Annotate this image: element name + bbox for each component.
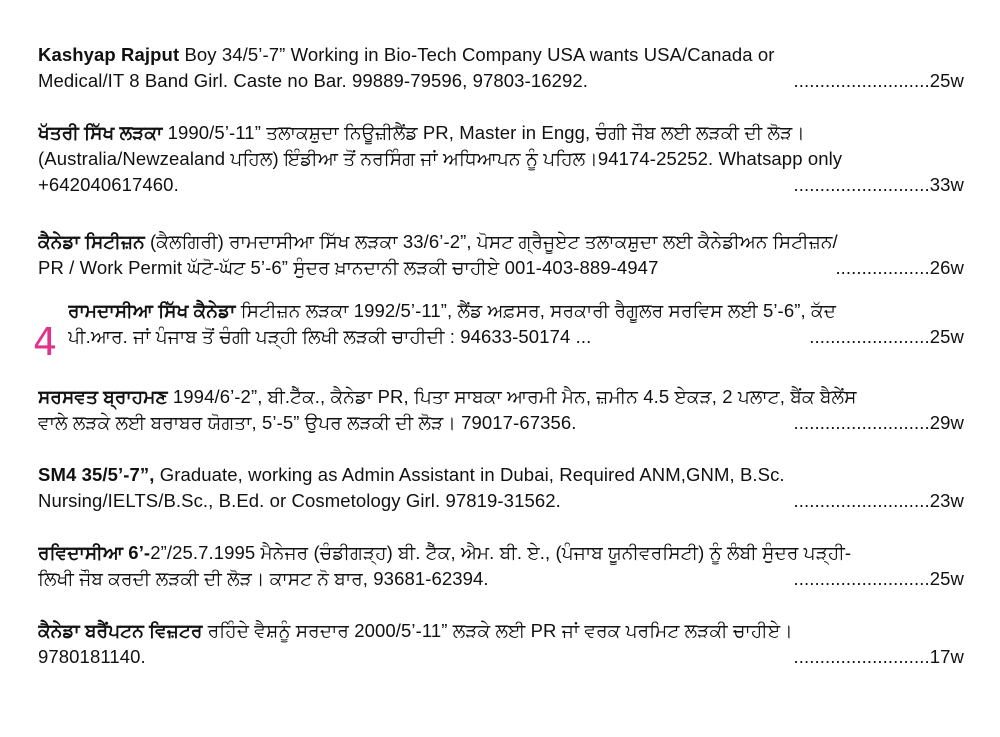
ad-text: Medical/IT 8 Band Girl. Caste no Bar. 99889-79596, 97803-16292. xyxy=(38,70,589,91)
ad-text: 1990/5’-11” ਤਲਾਕਸ਼ੁਦਾ ਨਿਊਜ਼ੀਲੈਂਡ PR, Master in Engg, ਚੰਗੀ ਜੌਬ ਲਈ ਲੜਕੀ ਦੀ ਲੋੜ। xyxy=(162,122,805,143)
ad-price: ..........................23w xyxy=(793,490,964,511)
ad-text: (ਕੈਲਗਿਰੀ) ਰਾਮਦਾਸੀਆ ਸਿੱਖ ਲੜਕਾ 33/6’-2”, ਪੋਸਟ ਗ੍ਰੈਜੂਏਟ ਤਲਾਕਸ਼ੁਦਾ ਲਈ ਕੈਨੇਡੀਅਨ ਸਿਟੀਜ਼ਨ/ xyxy=(144,231,838,252)
ad-last-line xyxy=(38,68,964,94)
ad-text: Nursing/IELTS/B.Sc., B.Ed. or Cosmetology Girl. 97819-31562. xyxy=(38,490,561,511)
ad-price: ..........................33w xyxy=(793,174,964,195)
classified-ad-4 xyxy=(68,298,964,350)
ad-last-line xyxy=(38,488,964,514)
ad-line xyxy=(38,540,964,566)
ad-text: 2”/25.7.1995 ਮੈਨੇਜਰ (ਚੰਡੀਗੜ੍ਹ) ਬੀ. ਟੈੱਕ, ਐਮ. ਬੀ. ਏ., (ਪੰਜਾਬ ਯੂਨੀਵਰਸਿਟੀ) ਨੂੰ ਲੰਬੀ ਸੁੰਦਰ ਪੜ੍ਹੀ- xyxy=(150,542,852,563)
ad-text: Graduate, working as Admin Assistant in Dubai, Required ANM,GNM, B.Sc. xyxy=(154,464,785,485)
ad-text: Boy 34/5’-7” Working in Bio-Tech Company USA wants USA/Canada or xyxy=(179,44,775,65)
ad-line xyxy=(38,384,964,410)
ad-heading: ਕੈਨੇਡਾ ਬਰੈਂਪਟਨ ਵਿਜ਼ਟਰ xyxy=(38,620,203,641)
ad-text: (Australia/Newzealand ਪਹਿਲ) ਇੰਡੀਆ ਤੋਂ ਨਰਸਿੰਗ ਜਾਂ ਅਧਿਆਪਨ ਨੂੰ ਪਹਿਲ।94174-25252. Whatsapp only xyxy=(38,148,843,169)
ad-price: ..........................25w xyxy=(793,70,964,91)
ad-price: ..........................29w xyxy=(793,412,964,433)
ad-last-line xyxy=(38,410,964,436)
ad-heading: ਰਵਿਦਾਸੀਆ 6’- xyxy=(38,542,151,563)
ad-text: 1994/6’-2”, ਬੀ.ਟੈੱਕ., ਕੈਨੇਡਾ PR, ਪਿਤਾ ਸਾਬਕਾ ਆਰਮੀ ਮੈਨ, ਜ਼ਮੀਨ 4.5 ਏਕੜ, 2 ਪਲਾਟ, ਬੈਂਕ ਬੈਲੇਂਸ xyxy=(167,386,857,407)
ad-price: ..........................25w xyxy=(793,568,964,589)
ad-text: +642040617460. xyxy=(38,174,179,195)
ad-heading: ਰਾਮਦਾਸੀਆ ਸਿੱਖ ਕੈਨੇਡਾ xyxy=(68,300,236,321)
ad-price: ..........................17w xyxy=(793,646,964,667)
ad-last-line xyxy=(38,566,964,592)
ad-line xyxy=(38,229,964,255)
ad-heading: ਸਰਸਵਤ ਬ੍ਰਾਹਮਣ xyxy=(38,386,168,407)
ad-last-line xyxy=(38,644,964,670)
ad-text: ਪੀ.ਆਰ. ਜਾਂ ਪੰਜਾਬ ਤੋਂ ਚੰਗੀ ਪੜ੍ਹੀ ਲਿਖੀ ਲੜਕੀ ਚਾਹੀਦੀ : 94633-50174 ... xyxy=(68,326,592,347)
classified-ad-5 xyxy=(38,384,964,436)
ad-line xyxy=(38,120,964,146)
page-marker-number: 4 xyxy=(33,320,58,364)
ad-text: ਸਿਟੀਜ਼ਨ ਲੜਕਾ 1992/5’-11”, ਲੈਂਡ ਅਫ਼ਸਰ, ਸਰਕਾਰੀ ਰੈਗੂਲਰ ਸਰਵਿਸ ਲਈ 5’-6”, ਕੱਦ xyxy=(235,300,837,321)
classified-ad-8 xyxy=(38,618,964,670)
ad-line xyxy=(38,618,964,644)
ad-text: ਵਾਲੇ ਲੜਕੇ ਲਈ ਬਰਾਬਰ ਯੋਗਤਾ, 5’-5” ਉਪਰ ਲੜਕੀ ਦੀ ਲੋੜ। 79017-67356. xyxy=(38,412,577,433)
ad-price: ..................26w xyxy=(835,257,964,278)
classified-ad-1 xyxy=(38,42,964,94)
ad-last-line xyxy=(38,255,964,281)
classified-ad-7 xyxy=(38,540,964,592)
ad-last-line xyxy=(68,324,964,350)
ad-text: PR / Work Permit ਘੱਟੋ-ਘੱਟ 5’-6” ਸੁੰਦਰ ਖ਼ਾਨਦਾਨੀ ਲੜਕੀ ਚਾਹੀਏ 001-403-889-4947 xyxy=(38,257,659,278)
ad-last-line xyxy=(38,172,964,198)
ad-line xyxy=(38,42,964,68)
ad-heading: Kashyap Rajput xyxy=(38,44,180,65)
classified-ad-6 xyxy=(38,462,964,514)
ad-heading: SM4 35/5’-7”, xyxy=(38,464,155,485)
ad-text: 9780181140. xyxy=(38,646,146,667)
ad-line xyxy=(68,298,964,324)
ad-heading: ਖੱਤਰੀ ਸਿੱਖ ਲੜਕਾ xyxy=(38,122,163,143)
ad-text: ਲਿਖੀ ਜੌਬ ਕਰਦੀ ਲੜਕੀ ਦੀ ਲੋੜ। ਕਾਸਟ ਨੋ ਬਾਰ, 93681-62394. xyxy=(38,568,489,589)
ad-heading: ਕੈਨੇਡਾ ਸਿਟੀਜ਼ਨ xyxy=(38,231,145,252)
ad-text: ਰਹਿੰਦੇ ਵੈਸ਼ਨੂੰ ਸਰਦਾਰ 2000/5’-11” ਲੜਕੇ ਲਈ PR ਜਾਂ ਵਰਕ ਪਰਮਿਟ ਲੜਕੀ ਚਾਹੀਏ। xyxy=(202,620,793,641)
classified-ad-2 xyxy=(38,120,964,198)
ad-line xyxy=(38,462,964,488)
ad-price: .......................25w xyxy=(809,326,964,347)
classified-ad-3 xyxy=(38,229,964,281)
